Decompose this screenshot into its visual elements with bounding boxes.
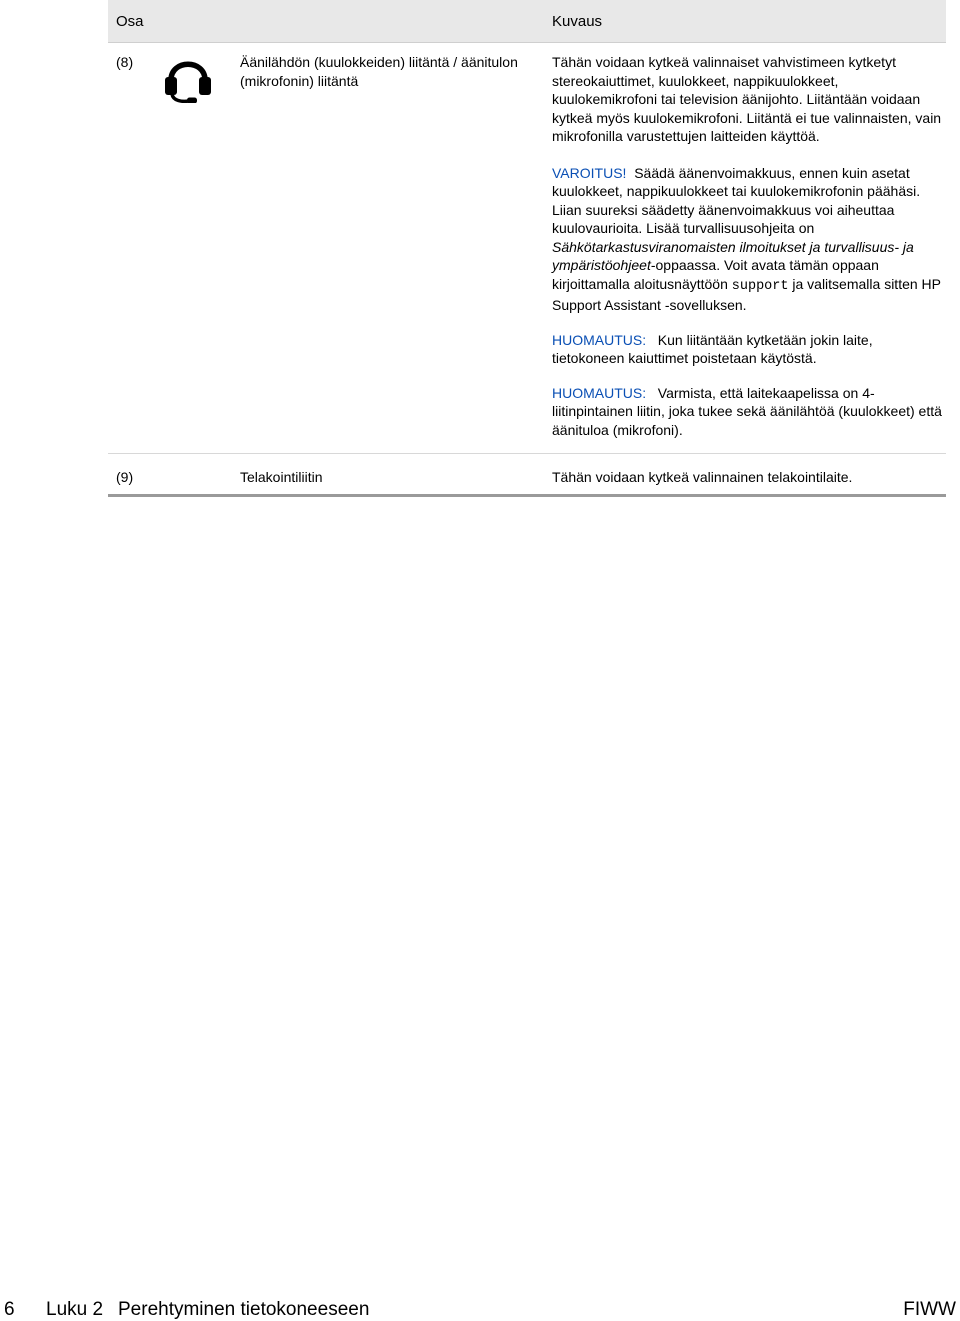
row-number: (8) bbox=[116, 54, 134, 70]
warning-text: ja valitsemalla sitten bbox=[792, 275, 918, 292]
warning-text: -sovelluksen. bbox=[664, 297, 747, 313]
component-description bbox=[552, 53, 946, 439]
headset-icon bbox=[164, 51, 212, 103]
note-label: HUOMAUTUS: bbox=[552, 384, 647, 401]
note-text: Varmista, että laitekaapelissa on 4-liitinpintainen liitin, joka tukee sekä äänilähtöä (kuulokkeet) että äänituloa (mikrofoni). bbox=[552, 384, 942, 438]
note-block bbox=[552, 384, 946, 440]
document-code: FIWW bbox=[903, 1299, 956, 1320]
note-block bbox=[552, 331, 946, 368]
note-label: HUOMAUTUS: bbox=[552, 331, 647, 348]
search-term: support bbox=[731, 278, 789, 294]
table-row bbox=[108, 43, 946, 454]
header-kuvaus: Kuvaus bbox=[552, 13, 603, 30]
warning-block bbox=[552, 164, 946, 315]
table-header bbox=[108, 0, 946, 43]
table-row bbox=[108, 454, 946, 497]
page-number: 6 bbox=[4, 1299, 15, 1320]
chapter-label: Luku 2 bbox=[46, 1299, 104, 1320]
app-name: HP Support Assistant bbox=[552, 275, 941, 313]
row-number: (9) bbox=[116, 469, 134, 485]
warning-label: VAROITUS! bbox=[552, 164, 627, 181]
description-intro: Tähän voidaan kytkeä valinnaiset vahvistimeen kytketyt stereokaiuttimet, kuulokkeet, nappikuulokkeet, kuulokemikrofoni tai television äänijohto. Liitäntään voidaan kytkeä myös kuulokemikrofoni. Liitäntä ei tue valinnaisten, vain mikrofonilla varustettujen laitteiden käyttöä. bbox=[552, 54, 942, 144]
chapter-title: Perehtyminen tietokoneeseen bbox=[118, 1299, 370, 1320]
component-name: Äänilähdön (kuulokkeiden) liitäntä / äänitulon (mikrofonin) liitäntä bbox=[240, 54, 518, 89]
warning-text: -oppaassa. Voit avata tämän oppaan kirjoittamalla aloitusnäyttöön bbox=[552, 257, 879, 292]
page-footer bbox=[0, 1299, 960, 1321]
warning-text: Säädä äänenvoimakkuus, ennen kuin asetat kuulokkeet, nappikuulokkeet tai kuulokemikrofonin päähäsi. Liian suureksi säädetty äänenvoimakkuus voi aiheuttaa kuulovaurioita. Lisää turvallisuusohjeita on bbox=[552, 164, 921, 236]
guide-title: Sähkötarkastusviranomaisten ilmoitukset ja turvallisuus- ja ympäristöohjeet bbox=[552, 238, 914, 273]
component-table bbox=[108, 0, 946, 497]
component-name: Telakointiliitin bbox=[240, 469, 323, 485]
header-osa: Osa bbox=[116, 13, 144, 30]
component-description: Tähän voidaan kytkeä valinnainen telakointilaite. bbox=[552, 469, 853, 485]
note-text: Kun liitäntään kytketään jokin laite, tietokoneen kaiuttimet poistetaan käytöstä. bbox=[552, 331, 873, 366]
